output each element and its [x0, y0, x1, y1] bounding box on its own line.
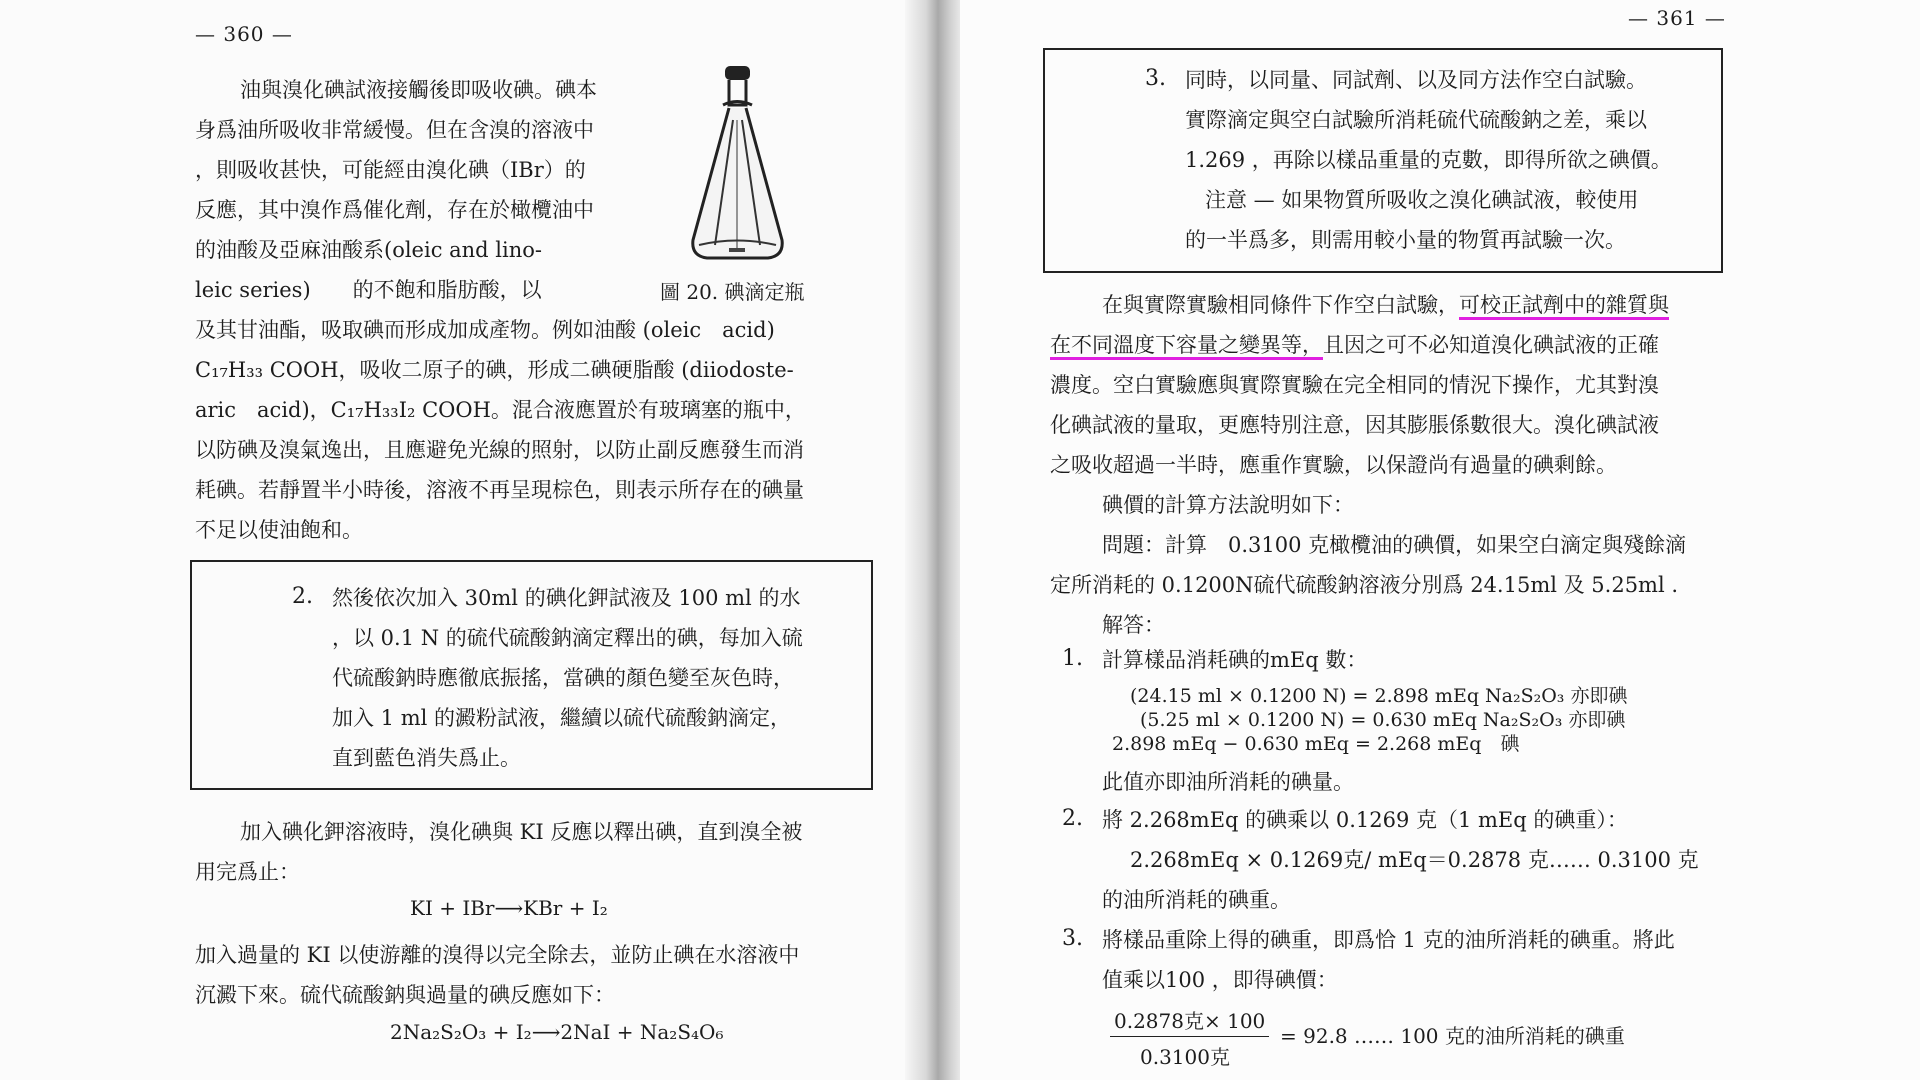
text-line: 注意 — 如果物質所吸收之溴化碘試液，較使用 [1205, 188, 1639, 212]
text-line: 反應，其中溴作爲催化劑，存在於橄欖油中 [195, 198, 594, 222]
text-line: 之吸收超過一半時，應重作實驗，以保證尚有過量的碘剩餘。 [1050, 453, 1617, 477]
text-line: 的油所消耗的碘重。 [1102, 888, 1291, 912]
text-line: ，則吸收甚快，可能經由溴化碘（IBr）的 [195, 158, 586, 182]
text-line: 及其甘油酯，吸取碘而形成加成產物。例如油酸 (oleic acid) [195, 318, 775, 342]
text-line: 代硫酸鈉時應徹底振搖，當碘的顏色變至灰色時， [332, 666, 794, 690]
text-line: 碘價的計算方法說明如下： [1102, 493, 1354, 517]
result-text: = 92.8 …… 100 克的油所消耗的碘重 [1280, 1024, 1625, 1048]
text-line [1050, 325, 1686, 365]
fraction-denominator: 0.3100克 [1140, 1045, 1230, 1069]
excess-ki-paragraph [195, 935, 799, 1015]
left-page [0, 0, 950, 1080]
text-line: aric acid)，C₁₇H₃₃I₂ COOH。混合液應置於有玻璃塞的瓶中， [195, 398, 806, 422]
iodine-flask-illustration [685, 60, 790, 270]
equation: 2Na₂S₂O₃ + I₂⟶2NaI + Na₂S₄O₆ [390, 1020, 724, 1044]
text-line: 值乘以100 ，即得碘價： [1102, 968, 1338, 992]
book-gutter [905, 0, 965, 1080]
calc-line: (24.15 ml × 0.1200 N) = 2.898 mEq Na₂S₂O₃ 亦即碘 [1130, 685, 1628, 707]
fraction [1110, 1005, 1269, 1070]
text-line: 的油酸及亞麻油酸系(oleic and lino- [195, 238, 542, 262]
text-line: 解答： [1102, 613, 1165, 637]
text-line: 濃度。空白實驗應與實際實驗在完全相同的情況下操作，尤其對溴 [1050, 373, 1659, 397]
blank-test-paragraph [1050, 285, 1686, 645]
step-number: 2. [292, 584, 313, 609]
equation: KI + IBr⟶KBr + I₂ [410, 896, 608, 920]
reaction-paragraph [195, 812, 802, 892]
text-line: 直到藍色消失爲止。 [332, 746, 521, 770]
text-line: 化碘試液的量取，更應特別注意，因其膨脹係數很大。溴化碘試液 [1050, 413, 1659, 437]
text-line: 油與溴化碘試液接觸後即吸收碘。碘本 [240, 78, 597, 102]
text-line: 耗碘。若靜置半小時後，溶液不再呈現棕色，則表示所存在的碘量 [195, 478, 804, 502]
highlighted-text: 在不同溫度下容量之變異等， [1050, 333, 1323, 360]
text-line: 1.269 ，再除以樣品重量的克數，即得所欲之碘價。 [1185, 148, 1672, 172]
procedure-box-3 [1043, 48, 1723, 273]
text-line: 此值亦即油所消耗的碘量。 [1102, 770, 1354, 794]
text-line: 然後依次加入 30ml 的碘化鉀試液及 100 ml 的水 [332, 586, 801, 610]
step-number: 2. [1062, 806, 1083, 831]
text-line: 用完爲止： [195, 860, 300, 884]
step-number: 3. [1062, 926, 1083, 951]
text-line: C₁₇H₃₃ COOH，吸收二原子的碘，形成二碘硬脂酸 (diiodoste- [195, 358, 794, 382]
fraction-numerator: 0.2878克× 100 [1110, 1005, 1269, 1037]
highlighted-text: 可校正試劑中的雜質與 [1459, 293, 1669, 320]
text-line: 定所消耗的 0.1200N硫代硫酸鈉溶液分別爲 24.15ml 及 5.25ml . [1050, 573, 1679, 597]
text-line: 的一半爲多，則需用較小量的物質再試驗一次。 [1185, 228, 1626, 252]
text-line: 加入 1 ml 的澱粉試液，繼續以硫代硫酸鈉滴定， [332, 706, 792, 730]
text-line: 加入碘化鉀溶液時，溴化碘與 KI 反應以釋出碘，直到溴全被 [240, 820, 803, 844]
text-line: 實際滴定與空白試驗所消耗硫代硫酸鈉之差，乘以 [1185, 108, 1647, 132]
step-number: 3. [1145, 66, 1166, 91]
step-body [1102, 920, 1675, 1000]
text-line: 不足以使油飽和。 [195, 518, 363, 542]
step-number: 1. [1062, 646, 1083, 671]
text-line: 將樣品重除上得的碘重，即爲恰 1 克的油所消耗的碘重。將此 [1102, 928, 1675, 952]
text-line: 同時，以同量、同試劑、以及同方法作空白試驗。 [1185, 68, 1647, 92]
figure-caption: 圖 20. 碘滴定瓶 [660, 280, 805, 304]
calc-line: (5.25 ml × 0.1200 N) = 0.630 mEq Na₂S₂O₃ 亦即碘 [1140, 709, 1626, 731]
page-number: — 360 — [195, 22, 293, 46]
text-line: 身爲油所吸收非常緩慢。但在含溴的溶液中 [195, 118, 594, 142]
text-line: 問題：計算 0.3100 克橄欖油的碘價，如果空白滴定與殘餘滴 [1102, 533, 1687, 557]
text-line: 沉澱下來。硫代硫酸鈉與過量的碘反應如下： [195, 983, 615, 1007]
text-span: 在與實際實驗相同條件下作空白試驗， [1102, 293, 1459, 317]
text-line: 以防碘及溴氣逸出，且應避免光線的照射，以防止副反應發生而消 [195, 438, 804, 462]
text-line: 加入過量的 KI 以使游離的溴得以完全除去，並防止碘在水溶液中 [195, 943, 800, 967]
text-span: 且因之可不必知道溴化碘試液的正確 [1323, 333, 1659, 357]
procedure-box-2 [190, 560, 873, 790]
text-line [1050, 285, 1686, 325]
calc-line: 2.898 mEq − 0.630 mEq = 2.268 mEq 碘 [1112, 733, 1520, 755]
calc-line: 2.268mEq × 0.1269克/ mEq＝0.2878 克…… 0.3100 克 [1130, 848, 1699, 872]
step-title: 將 2.268mEq 的碘乘以 0.1269 克（1 mEq 的碘重）： [1102, 808, 1628, 832]
step-title: 計算樣品消耗碘的mEq 數： [1102, 648, 1368, 672]
page-number: — 361 — [1628, 6, 1726, 30]
text-line: ，以 0.1 N 的硫代硫酸鈉滴定釋出的碘，每加入硫 [332, 626, 803, 650]
text-line: leic series) 的不飽和脂肪酸，以 [195, 278, 542, 302]
